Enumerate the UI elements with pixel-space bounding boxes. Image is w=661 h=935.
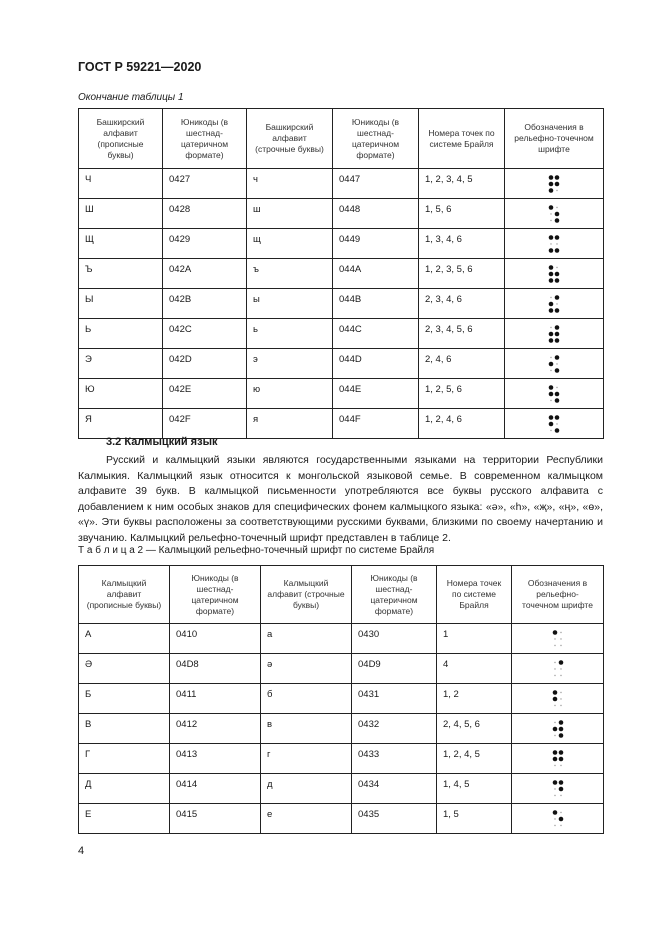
braille-cell-icon	[548, 174, 560, 194]
braille-dot-raised	[558, 726, 563, 731]
table-row	[79, 744, 604, 774]
braille-dot-flat	[560, 698, 561, 699]
braille-cell-icon	[548, 204, 560, 224]
table1-body	[79, 169, 604, 439]
cell-upper-letter: Ъ	[79, 259, 163, 289]
braille-dot-raised	[552, 756, 557, 761]
braille-cell-icon	[548, 324, 560, 344]
braille-dot-raised	[555, 295, 560, 300]
braille-dot-raised	[558, 816, 563, 821]
cell-upper-unicode: 0415	[170, 804, 261, 834]
braille-dot-flat	[550, 213, 551, 214]
table-row	[79, 259, 604, 289]
braille-dot-raised	[555, 175, 560, 180]
table-row	[79, 199, 604, 229]
cell-upper-letter: Ы	[79, 289, 163, 319]
cell-lower-unicode: 04D9	[352, 654, 437, 684]
table-row	[79, 409, 604, 439]
cell-dot-numbers: 4	[437, 654, 512, 684]
cell-upper-letter: Ә	[79, 654, 170, 684]
braille-dot-flat	[560, 691, 561, 692]
braille-cell-icon	[548, 354, 560, 374]
braille-dot-raised	[555, 271, 560, 276]
braille-dot-flat	[550, 429, 551, 430]
cell-braille-symbol	[505, 409, 604, 439]
cell-upper-unicode: 0411	[170, 684, 261, 714]
braille-dot-raised	[549, 391, 554, 396]
braille-cell-icon	[552, 659, 564, 679]
cell-lower-letter: ъ	[247, 259, 333, 289]
table-row	[79, 289, 604, 319]
braille-dot-raised	[555, 325, 560, 330]
cell-lower-unicode: 0449	[333, 229, 419, 259]
cell-upper-unicode: 04D8	[170, 654, 261, 684]
cell-dot-numbers: 2, 3, 4, 5, 6	[419, 319, 505, 349]
cell-lower-unicode: 0447	[333, 169, 419, 199]
table1-col-lower-unicode-header: Юникоды (в шестнад-цатеричном формате)	[333, 109, 419, 169]
braille-cell-icon	[552, 719, 564, 739]
cell-lower-letter: э	[247, 349, 333, 379]
braille-dot-flat	[560, 764, 561, 765]
cell-upper-unicode: 0413	[170, 744, 261, 774]
cell-lower-unicode: 0431	[352, 684, 437, 714]
braille-dot-flat	[554, 818, 555, 819]
braille-dot-flat	[554, 674, 555, 675]
table-row	[79, 379, 604, 409]
table1-caption: Окончание таблицы 1	[78, 92, 184, 103]
braille-dot-flat	[556, 423, 557, 424]
cell-upper-unicode: 042C	[163, 319, 247, 349]
table-row	[79, 349, 604, 379]
cell-dot-numbers: 1, 2, 3, 5, 6	[419, 259, 505, 289]
cell-lower-letter: б	[261, 684, 352, 714]
braille-dot-flat	[550, 326, 551, 327]
braille-dot-flat	[554, 764, 555, 765]
braille-dot-raised	[549, 205, 554, 210]
braille-dot-flat	[556, 206, 557, 207]
table2-col-lower-header: Калмыцкий алфавит (строчные буквы)	[261, 566, 352, 624]
cell-upper-unicode: 0429	[163, 229, 247, 259]
cell-lower-letter: ч	[247, 169, 333, 199]
table2-col-upper-header: Калмыцкий алфавит (прописные буквы)	[79, 566, 170, 624]
braille-dot-flat	[554, 704, 555, 705]
section-heading: 3.2 Калмыцкий язык	[106, 436, 218, 448]
cell-dot-numbers: 2, 3, 4, 6	[419, 289, 505, 319]
cell-upper-letter: Э	[79, 349, 163, 379]
cell-lower-unicode: 0434	[352, 774, 437, 804]
braille-dot-flat	[556, 363, 557, 364]
cell-dot-numbers: 2, 4, 5, 6	[437, 714, 512, 744]
braille-dot-raised	[555, 355, 560, 360]
table2-body	[79, 624, 604, 834]
table-row	[79, 169, 604, 199]
cell-lower-letter: ю	[247, 379, 333, 409]
braille-dot-flat	[554, 734, 555, 735]
cell-upper-letter: Ь	[79, 319, 163, 349]
cell-lower-unicode: 044A	[333, 259, 419, 289]
cell-dot-numbers: 1, 3, 4, 6	[419, 229, 505, 259]
cell-braille-symbol	[505, 259, 604, 289]
cell-lower-letter: ш	[247, 199, 333, 229]
braille-dot-flat	[554, 638, 555, 639]
cell-lower-unicode: 044C	[333, 319, 419, 349]
braille-dot-raised	[558, 786, 563, 791]
braille-dot-raised	[558, 750, 563, 755]
braille-dot-raised	[549, 265, 554, 270]
cell-upper-unicode: 0414	[170, 774, 261, 804]
cell-upper-letter: Щ	[79, 229, 163, 259]
cell-dot-numbers: 1, 2, 4, 5	[437, 744, 512, 774]
table2-col-lower-unicode-header: Юникоды (в шестнад-цатеричном формате)	[352, 566, 437, 624]
cell-braille-symbol	[505, 319, 604, 349]
braille-dot-flat	[560, 631, 561, 632]
braille-dot-flat	[554, 644, 555, 645]
cell-lower-unicode: 0435	[352, 804, 437, 834]
braille-dot-raised	[555, 415, 560, 420]
braille-dot-raised	[549, 301, 554, 306]
braille-dot-flat	[560, 811, 561, 812]
cell-upper-letter: Б	[79, 684, 170, 714]
braille-dot-raised	[558, 756, 563, 761]
cell-braille-symbol	[505, 289, 604, 319]
braille-dot-raised	[555, 235, 560, 240]
cell-upper-letter: Я	[79, 409, 163, 439]
braille-dot-flat	[560, 794, 561, 795]
table-row	[79, 624, 604, 654]
cell-braille-symbol	[512, 654, 604, 684]
cell-lower-unicode: 0433	[352, 744, 437, 774]
braille-dot-flat	[554, 788, 555, 789]
braille-dot-raised	[549, 235, 554, 240]
braille-dot-raised	[549, 331, 554, 336]
cell-lower-letter: ә	[261, 654, 352, 684]
braille-dot-flat	[556, 386, 557, 387]
cell-upper-letter: Ш	[79, 199, 163, 229]
table1-braille-bashkir	[78, 108, 604, 439]
cell-lower-unicode: 044F	[333, 409, 419, 439]
cell-braille-symbol	[512, 624, 604, 654]
braille-dot-raised	[552, 696, 557, 701]
table2-col-dots-header: Номера точек по системе Брайля	[437, 566, 512, 624]
braille-dot-flat	[560, 668, 561, 669]
cell-upper-letter: Ю	[79, 379, 163, 409]
document-standard-number: ГОСТ Р 59221—2020	[78, 60, 202, 74]
braille-dot-raised	[555, 391, 560, 396]
braille-dot-flat	[556, 243, 557, 244]
cell-upper-unicode: 0427	[163, 169, 247, 199]
braille-dot-raised	[552, 630, 557, 635]
table1-header-row	[79, 109, 604, 169]
braille-cell-icon	[548, 234, 560, 254]
cell-upper-letter: Д	[79, 774, 170, 804]
cell-upper-letter: В	[79, 714, 170, 744]
page-number: 4	[78, 845, 85, 857]
braille-dot-flat	[550, 399, 551, 400]
braille-dot-flat	[550, 296, 551, 297]
braille-dot-flat	[560, 704, 561, 705]
cell-braille-symbol	[512, 804, 604, 834]
cell-braille-symbol	[505, 169, 604, 199]
cell-lower-letter: д	[261, 774, 352, 804]
braille-dot-flat	[556, 303, 557, 304]
cell-upper-unicode: 042D	[163, 349, 247, 379]
cell-dot-numbers: 1, 2, 3, 4, 5	[419, 169, 505, 199]
table-row	[79, 774, 604, 804]
cell-lower-letter: я	[247, 409, 333, 439]
cell-braille-symbol	[505, 349, 604, 379]
braille-dot-raised	[558, 660, 563, 665]
braille-dot-flat	[550, 369, 551, 370]
braille-dot-raised	[555, 278, 560, 283]
section-paragraph: Русский и калмыцкий языки являются государственными языками на территории Республики Калмыкия. Калмыцкий язык относится к монгольской языковой семье. В современном калмыцком алфавите 39 букв. В калмыцкой письменности употребляются все буквы русского алфавита с добавлением к ним особых знаков для специфических фонем калмыцкого языка: «ә», «һ», «җ», «ң», «ө», «ү». Эти буквы расположены за соответствующими русскими буквами, близкими по своему начертанию и звучанию. Калмыцкий рельефно-точечный шрифт представлен в таблице 2.	[78, 454, 603, 544]
braille-dot-raised	[555, 308, 560, 313]
table-row	[79, 684, 604, 714]
cell-dot-numbers: 1, 5	[437, 804, 512, 834]
braille-dot-raised	[549, 181, 554, 186]
cell-upper-unicode: 0410	[170, 624, 261, 654]
cell-upper-letter: А	[79, 624, 170, 654]
table2-header-row	[79, 566, 604, 624]
braille-dot-raised	[558, 720, 563, 725]
cell-lower-letter: а	[261, 624, 352, 654]
braille-cell-icon	[552, 689, 564, 709]
braille-dot-raised	[552, 810, 557, 815]
braille-dot-flat	[554, 661, 555, 662]
cell-lower-unicode: 0432	[352, 714, 437, 744]
braille-dot-raised	[555, 211, 560, 216]
braille-cell-icon	[548, 414, 560, 434]
cell-lower-letter: щ	[247, 229, 333, 259]
table1-col-upper-header: Башкирский алфавит (прописные буквы)	[79, 109, 163, 169]
braille-cell-icon	[548, 384, 560, 404]
cell-braille-symbol	[512, 714, 604, 744]
braille-dot-flat	[550, 356, 551, 357]
cell-braille-symbol	[512, 744, 604, 774]
braille-dot-flat	[556, 266, 557, 267]
cell-upper-letter: Е	[79, 804, 170, 834]
table-row	[79, 714, 604, 744]
cell-braille-symbol	[505, 379, 604, 409]
cell-braille-symbol	[505, 199, 604, 229]
cell-dot-numbers: 1	[437, 624, 512, 654]
cell-upper-letter: Ч	[79, 169, 163, 199]
cell-lower-unicode: 0430	[352, 624, 437, 654]
braille-dot-flat	[550, 243, 551, 244]
braille-dot-raised	[549, 415, 554, 420]
cell-dot-numbers: 1, 2, 5, 6	[419, 379, 505, 409]
braille-dot-raised	[549, 271, 554, 276]
braille-dot-raised	[555, 181, 560, 186]
braille-dot-flat	[560, 638, 561, 639]
cell-lower-letter: ь	[247, 319, 333, 349]
braille-dot-raised	[549, 308, 554, 313]
braille-dot-raised	[552, 750, 557, 755]
cell-lower-unicode: 044D	[333, 349, 419, 379]
cell-braille-symbol	[512, 684, 604, 714]
braille-dot-raised	[549, 188, 554, 193]
cell-dot-numbers: 1, 2, 4, 6	[419, 409, 505, 439]
braille-dot-raised	[555, 398, 560, 403]
braille-cell-icon	[552, 749, 564, 769]
cell-lower-letter: г	[261, 744, 352, 774]
cell-dot-numbers: 2, 4, 6	[419, 349, 505, 379]
braille-dot-raised	[555, 368, 560, 373]
cell-upper-unicode: 042B	[163, 289, 247, 319]
table-row	[79, 229, 604, 259]
cell-upper-unicode: 042F	[163, 409, 247, 439]
braille-dot-raised	[549, 278, 554, 283]
braille-dot-raised	[549, 361, 554, 366]
table2-col-braille-header: Обозначения в рельефно-точечном шрифте	[512, 566, 604, 624]
braille-dot-raised	[558, 733, 563, 738]
braille-dot-flat	[554, 824, 555, 825]
braille-dot-raised	[555, 428, 560, 433]
braille-dot-raised	[549, 248, 554, 253]
cell-lower-letter: в	[261, 714, 352, 744]
braille-dot-raised	[552, 690, 557, 695]
braille-dot-flat	[554, 668, 555, 669]
cell-dot-numbers: 1, 2	[437, 684, 512, 714]
braille-dot-raised	[549, 338, 554, 343]
cell-braille-symbol	[505, 229, 604, 259]
table1-col-upper-unicode-header: Юникоды (в шестнад-цатеричном формате)	[163, 109, 247, 169]
braille-dot-raised	[558, 780, 563, 785]
braille-dot-flat	[560, 644, 561, 645]
cell-lower-letter: ы	[247, 289, 333, 319]
braille-dot-raised	[552, 780, 557, 785]
braille-dot-raised	[555, 248, 560, 253]
braille-cell-icon	[552, 779, 564, 799]
braille-cell-icon	[552, 629, 564, 649]
table-row	[79, 319, 604, 349]
braille-dot-flat	[550, 219, 551, 220]
braille-dot-flat	[560, 674, 561, 675]
cell-lower-unicode: 044E	[333, 379, 419, 409]
braille-dot-flat	[554, 721, 555, 722]
table-row	[79, 804, 604, 834]
cell-upper-unicode: 042E	[163, 379, 247, 409]
cell-upper-letter: Г	[79, 744, 170, 774]
cell-lower-unicode: 0448	[333, 199, 419, 229]
cell-upper-unicode: 0428	[163, 199, 247, 229]
braille-dot-raised	[552, 726, 557, 731]
table1-col-braille-header: Обозначения в рельефно-точечном шрифте	[505, 109, 604, 169]
braille-cell-icon	[552, 809, 564, 829]
braille-dot-flat	[556, 189, 557, 190]
braille-dot-flat	[554, 794, 555, 795]
braille-dot-raised	[549, 385, 554, 390]
table-row	[79, 654, 604, 684]
braille-dot-flat	[560, 824, 561, 825]
cell-dot-numbers: 1, 4, 5	[437, 774, 512, 804]
cell-dot-numbers: 1, 5, 6	[419, 199, 505, 229]
braille-cell-icon	[548, 294, 560, 314]
cell-upper-unicode: 042A	[163, 259, 247, 289]
cell-braille-symbol	[512, 774, 604, 804]
braille-dot-raised	[549, 421, 554, 426]
table1-col-lower-header: Башкирский алфавит (строчные буквы)	[247, 109, 333, 169]
table2-caption: Т а б л и ц а 2 — Калмыцкий рельефно-точечный шрифт по системе Брайля	[78, 545, 435, 556]
braille-cell-icon	[548, 264, 560, 284]
cell-lower-unicode: 044B	[333, 289, 419, 319]
cell-lower-letter: е	[261, 804, 352, 834]
table2-braille-kalmyk	[78, 565, 604, 834]
braille-dot-raised	[555, 338, 560, 343]
braille-dot-raised	[555, 331, 560, 336]
braille-dot-raised	[555, 218, 560, 223]
table1-col-dots-header: Номера точек по системе Брайля	[419, 109, 505, 169]
table2-col-upper-unicode-header: Юникоды (в шестнад-цатеричном формате)	[170, 566, 261, 624]
cell-upper-unicode: 0412	[170, 714, 261, 744]
braille-dot-raised	[549, 175, 554, 180]
